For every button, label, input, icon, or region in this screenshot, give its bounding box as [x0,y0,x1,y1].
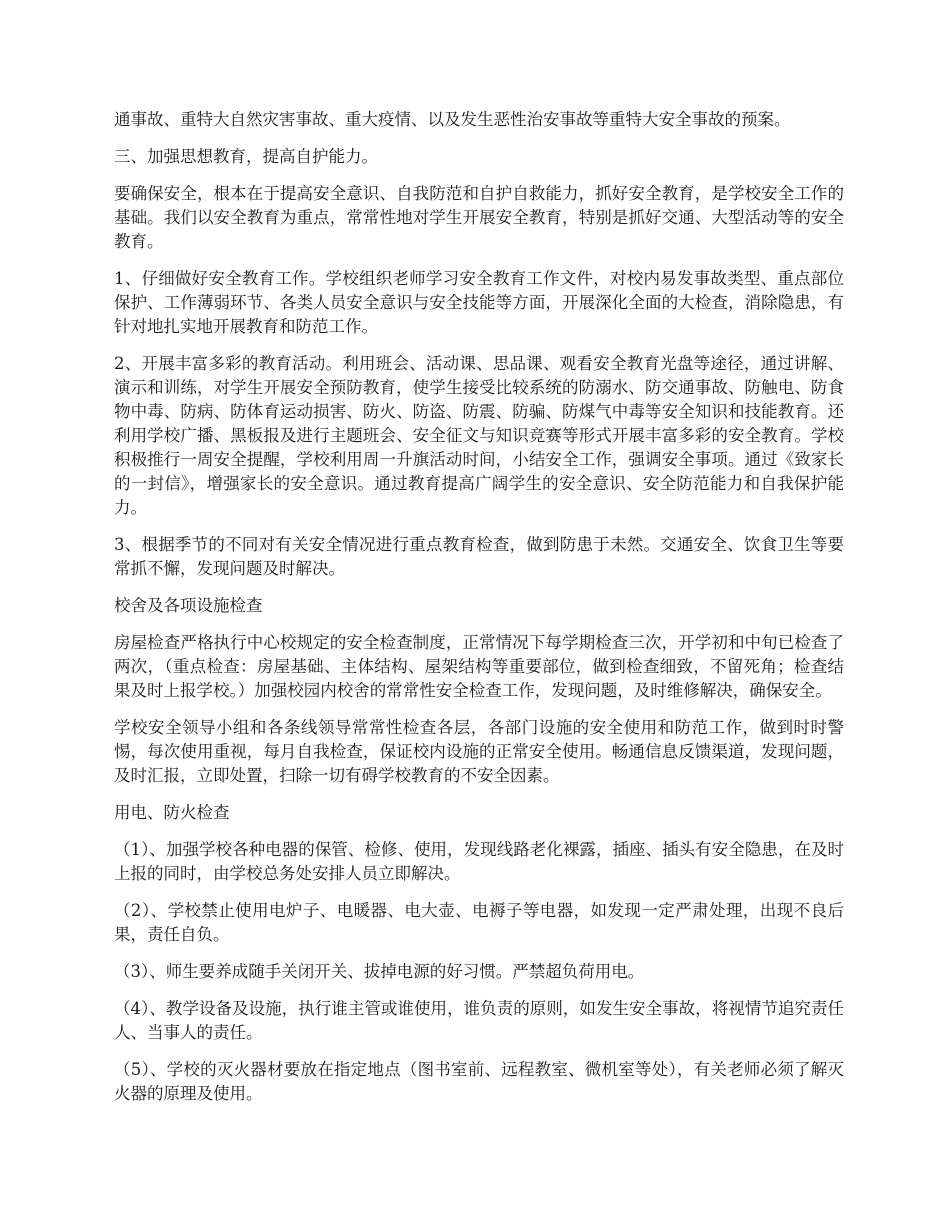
paragraph-electric-item-1: （1）、加强学校各种电器的保管、检修、使用，发现线路老化裸露，插座、插头有安全隐患，在及时上报的同时，由学校总务处安排人员立即解决。 [114,840,844,883]
paragraph-safety-awareness: 要确保安全，根本在于提高安全意识、自我防范和自护自救能力，抓好安全教育，是学校安全工作的基础。我们以安全教育为重点，常常性地对学生开展安全教育，特别是抓好交通、大型活动等的安全教育。 [114,184,844,251]
paragraph-electric-item-2: （2）、学校禁止使用电炉子、电暖器、电大壶、电褥子等电器，如发现一定严肃处理，出现不良后果，责任自负。 [114,901,844,944]
heading-facility-inspection: 校舍及各项设施检查 [114,596,263,615]
paragraph-building-inspection: 房屋检查严格执行中心校规定的安全检查制度，正常情况下每学期检查三次，开学初和中旬已检查了两次，（重点检查：房屋基础、主体结构、屋架结构等重要部位，做到检查细致，不留死角；检查结果及时上报学校。）加强校园内校舍的常常性安全检查工作，发现问题，及时维修解决，确保安全。 [114,633,844,700]
heading-electric-fire-inspection: 用电、防火检查 [114,803,230,822]
paragraph-emergency-plan: 通事故、重特大自然灾害事故、重大疫情、以及发生恶性治安事故等重特大安全事故的预案。 [114,110,791,129]
paragraph-item-3: 3、根据季节的不同对有关安全情况进行重点教育检查，做到防患于未然。交通安全、饮食卫生等要常抓不懈，发现问题及时解决。 [114,535,844,578]
paragraph-electric-item-4: （4）、教学设备及设施，执行谁主管或谁使用，谁负责的原则，如发生安全事故，将视情节追究责任人、当事人的责任。 [114,999,844,1042]
paragraph-electric-item-5: （5）、学校的灭火器材要放在指定地点（图书室前、远程教室、微机室等处），有关老师必须了解灭火器的原理及使用。 [114,1060,844,1103]
paragraph-electric-item-3: （3）、师生要养成随手关闭开关、拔掉电源的好习惯。严禁超负荷用电。 [114,962,645,981]
paragraph-item-2: 2、开展丰富多彩的教育活动。利用班会、活动课、思品课、观看安全教育光盘等途径，通过讲解、演示和训练，对学生开展安全预防教育，使学生接受比较系统的防溺水、防交通事故、防触电、防食物中毒、防病、防体育运动损害、防火、防盗、防震、防骗、防煤气中毒等安全知识和技能教育。还利用学校广播、黑板报及进行主题班会、安全征文与知识竞赛等形式开展丰富多彩的安全教育。学校积极推行一周安全提醒，学校利用周一升旗活动时间，小结安全工作，强调安全事项。通过《致家长的一封信》，增强家长的安全意识。通过教育提高广阔学生的安全意识、安全防范能力和自我保护能力。 [114,354,844,517]
heading-ideological-education: 三、加强思想教育，提高自护能力。 [114,147,378,166]
paragraph-item-1: 1、仔细做好安全教育工作。学校组织老师学习安全教育工作文件，对校内易发事故类型、重点部位保护、工作薄弱环节、各类人员安全意识与安全技能等方面，开展深化全面的大检查，消除隐患，有针对地扎实地开展教育和防范工作。 [114,269,844,336]
paragraph-leadership-inspection: 学校安全领导小组和各条线领导常常性检查各层，各部门设施的安全使用和防范工作，做到时时警惕，每次使用重视，每月自我检查，保证校内设施的正常安全使用。畅通信息反馈渠道，发现问题，及时汇报，立即处置，扫除一切有碍学校教育的不安全因素。 [114,718,844,785]
document-page [114,108,844,1119]
